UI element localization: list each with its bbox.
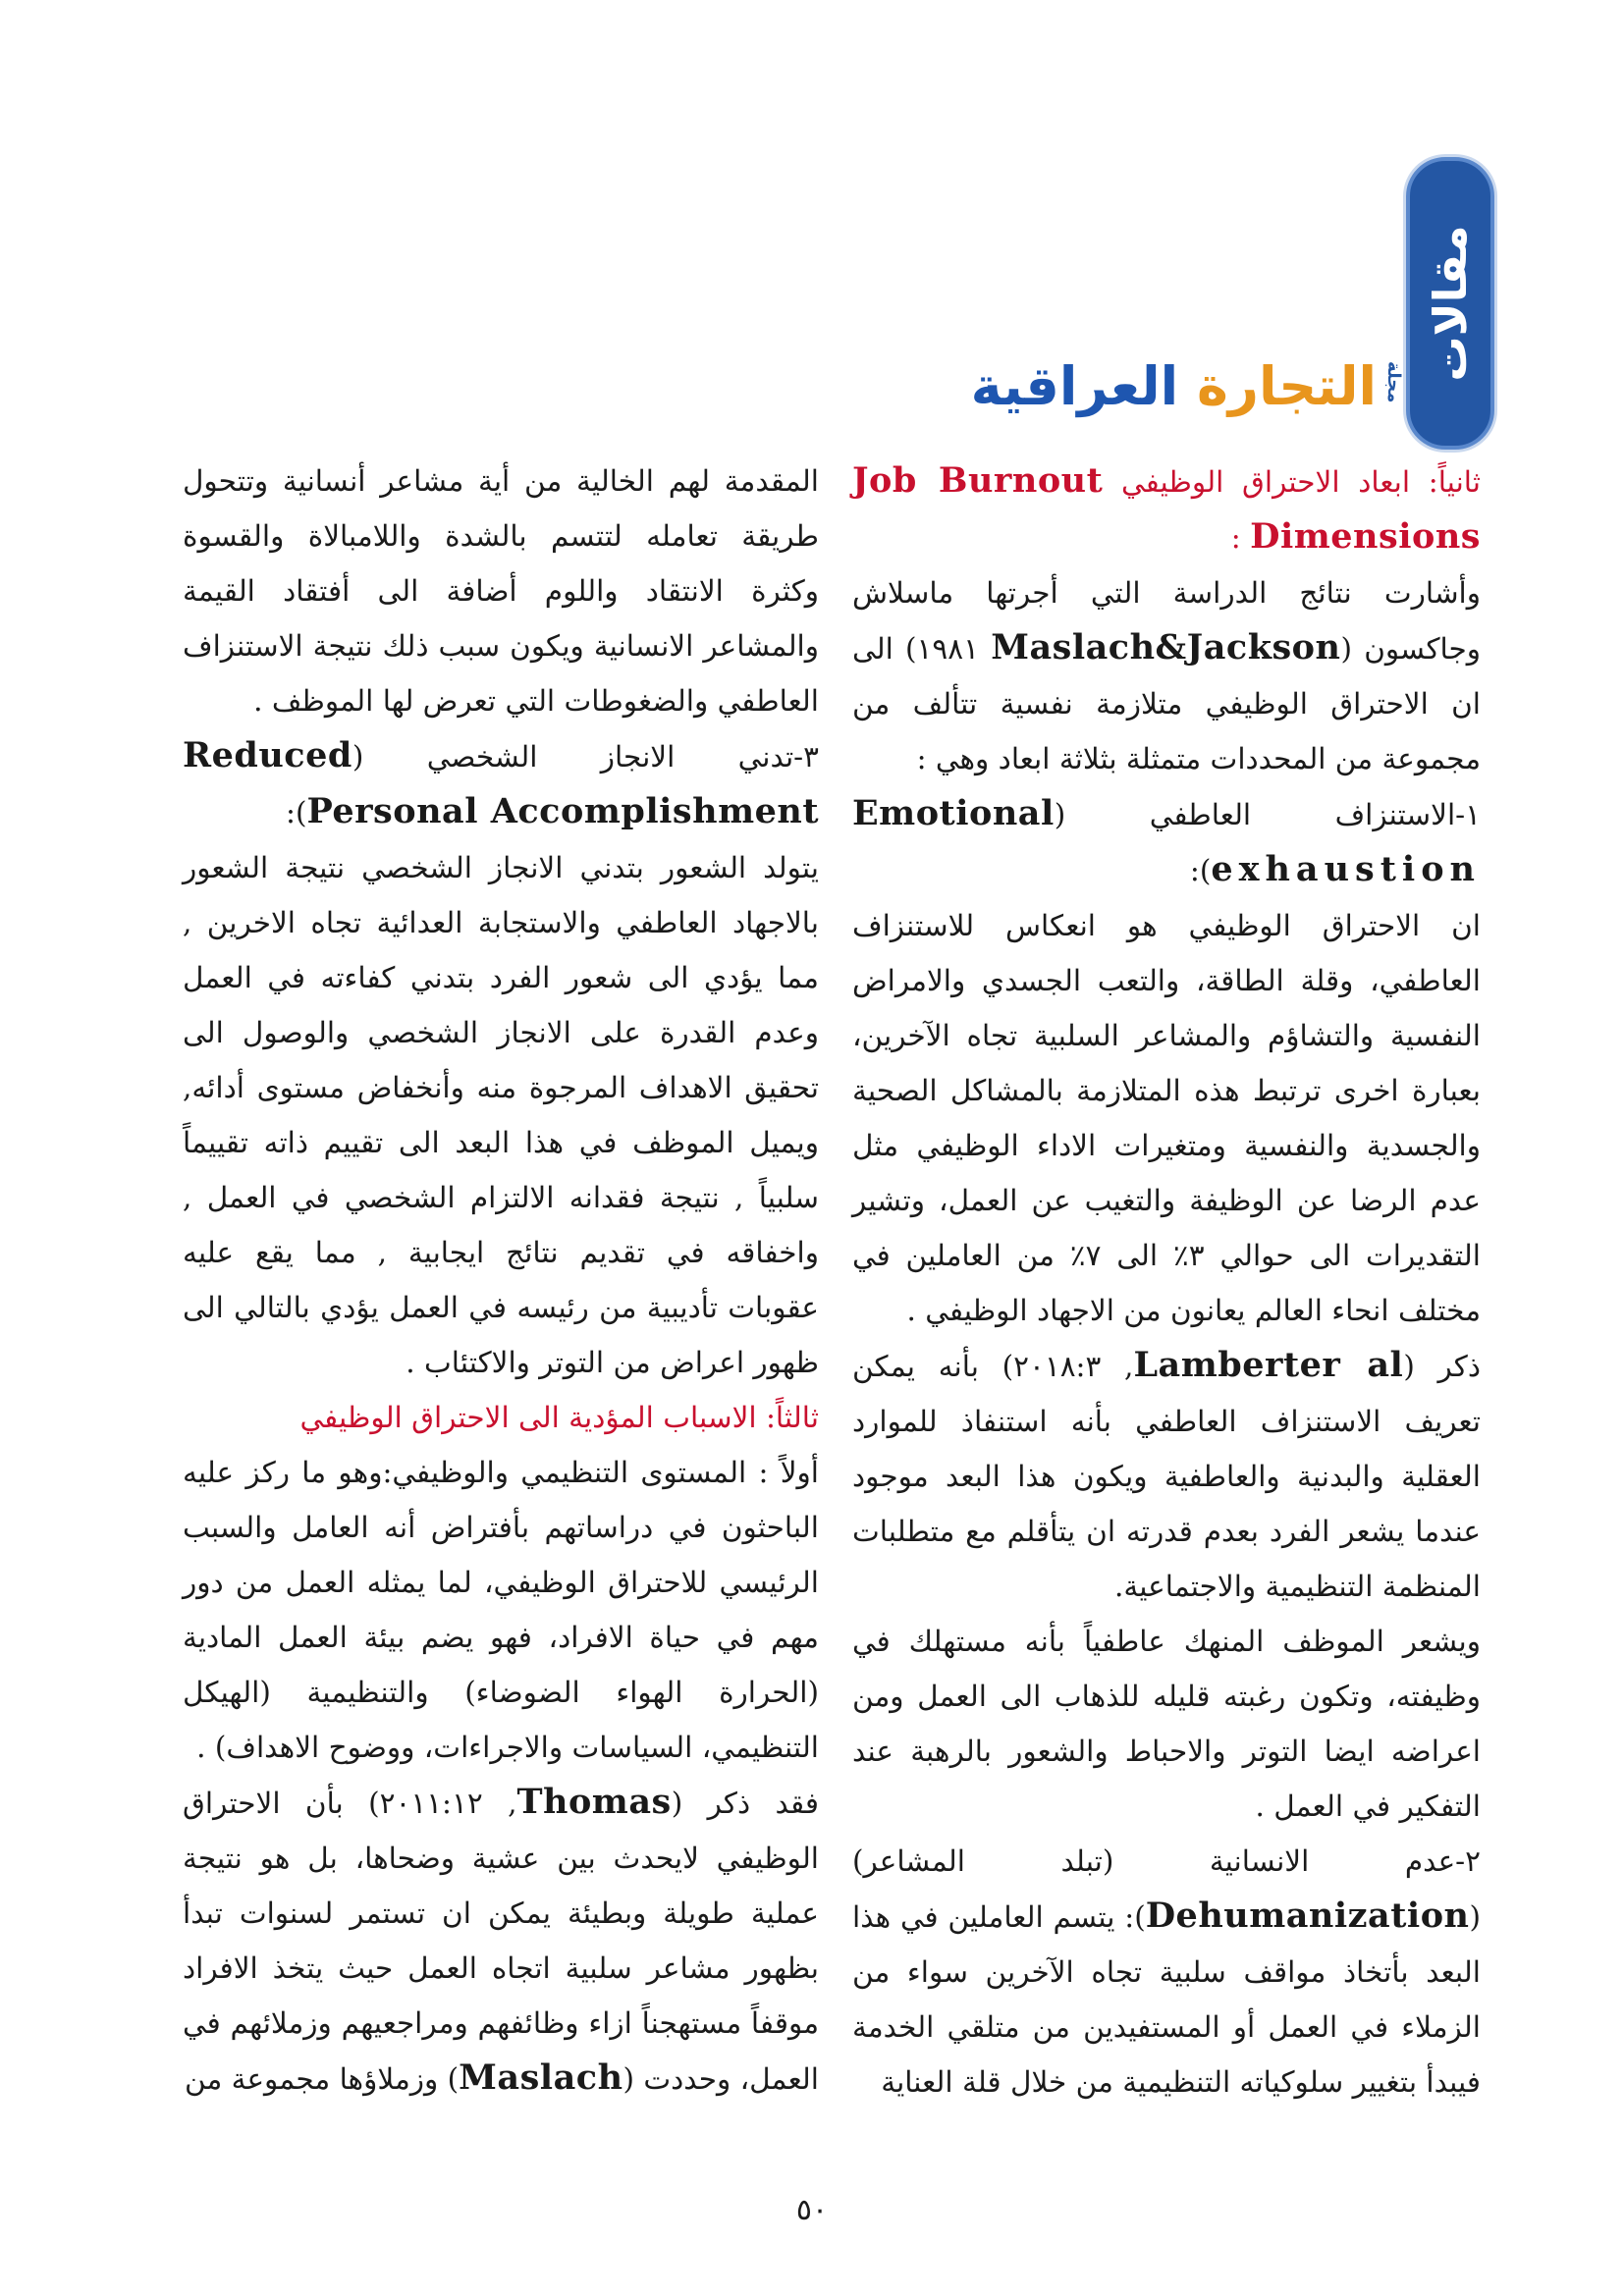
english-term: Maslach bbox=[459, 2057, 623, 2098]
english-term: Dehumanization bbox=[1145, 1896, 1470, 1936]
paragraph-maslach-jackson bbox=[852, 565, 1481, 786]
paragraph-reduced-accomplishment: يتولد الشعور بتدني الانجاز الشخصي نتيجة الشعور بالاجهاد العاطفي والاستجابة العدائية تجاه الاخرين , مما يؤدي الى شعور الفرد بتدني كفاءته في العمل وعدم القدرة على الانجاز الشخصي والوصول الى تحقيق الاهداف المرجوة منه وأنخفاض مستوى أدائه, ويميل الموظف في هذا البعد الى تقييم ذاته تقييماً سلبياً , نتيجة فقدانه الالتزام الشخصي في العمل , واخفاقه في تقديم نتائج ايجابية , مما يقع عليه عقوبات تأديبية من رئيسه في العمل يؤدي بالتالي الى ظهور اعراض من التوتر والاكتئاب . bbox=[183, 851, 819, 1379]
text-segment: فقد ذكر ( bbox=[671, 1787, 819, 1820]
right-column bbox=[852, 454, 1481, 2109]
paragraph-lamberter bbox=[852, 1338, 1481, 1614]
page-number: ٥٠ bbox=[795, 2193, 829, 2227]
english-term: Personal Accomplishment bbox=[306, 791, 819, 831]
paragraph-emotional-exhaustion: ان الاحتراق الوظيفي هو انعكاس للاستنزاف العاطفي، وقلة الطاقة، والتعب الجسدي والامراض النفسية والتشاؤم والمشاعر السلبية تجاه الآخرين، بعبارة اخرى ترتبط هذه المتلازمة بالمشاكل الصحية والجسدية والنفسية ومتغيرات الاداء الوظيفي مثل عدم الرضا عن الوظيفة والتغيب عن العمل، وتشير التقديرات الى حوالي ٣٪ الى ٧٪ من العاملين في مختلف انحاء العالم يعانون من الاجهاد الوظيفي . bbox=[852, 909, 1481, 1327]
english-term: Thomas bbox=[516, 1782, 672, 1822]
logo-main-text bbox=[971, 355, 1377, 417]
section-heading-dimensions bbox=[852, 454, 1481, 565]
dimension-1-title bbox=[852, 786, 1481, 898]
english-term: Emotional bbox=[852, 793, 1055, 833]
paragraph-exhausted-employee: ويشعر الموظف المنهك عاطفياً بأنه مستهلك في وظيفته، وتكون رغبته قليله للذهاب الى العمل ومن اعراضه ايضا التوتر والاحباط والشعور بالرهبة عند التفكير في العمل . bbox=[852, 1625, 1481, 1823]
english-term: Reduced bbox=[183, 735, 352, 775]
text-segment: ): يتسم العاملين في هذا البعد بأتخاذ مواقف سلبية تجاه الآخرين سواء من الزملاء في العمل أو المستفيدين من متلقي الخدمة فيبدأ بتغيير سلوكياته التنظيمية من خلال قلة العناية bbox=[852, 1900, 1481, 2099]
text-segment: ): bbox=[1189, 854, 1212, 887]
paragraph-thomas bbox=[183, 1775, 819, 2107]
paragraph-dehumanization-cont: المقدمة لهم الخالية من أية مشاعر أنسانية وتتحول طريقة تعامله لتتسم بالشدة واللامبالاة والقسوة وكثرة الانتقاد واللوم أضافة الى أفتقاد القيمة والمشاعر الانسانية ويكون سبب ذلك نتيجة الاستنزاف العاطفي والضغوطات التي تعرض لها الموظف . bbox=[183, 464, 819, 718]
english-term: Maslach&Jackson bbox=[991, 627, 1341, 667]
section-heading-causes: ثالثاً: الاسباب المؤدية الى الاحتراق الوظيفي bbox=[299, 1401, 819, 1434]
text-segment: , ٢٠١٨:٣) بأنه يمكن تعريف الاستنزاف العاطفي بأنه استنفاذ للموارد العقلية والبدنية والعاطفية ويكون هذا البعد موجود عندما يشعر الفرد بعدم قدرته ان يتأقلم مع متطلبات المنظمة التنظيمية والاجتماعية. bbox=[852, 1350, 1481, 1603]
text-segment: ١-الاستنزاف العاطفي ( bbox=[1054, 798, 1481, 831]
logo-word-tijara: التجارة bbox=[1197, 355, 1377, 417]
section-tab bbox=[1406, 157, 1494, 450]
text-segment: ٣-تدني الانجاز الشخصي ( bbox=[352, 740, 819, 774]
left-column bbox=[183, 454, 819, 2107]
text-segment: ١٩٨١) الى ان الاحتراق الوظيفي متلازمة نفسية تتألف من مجموعة من المحددات متمثلة بثلاثة ابعاد وهي : bbox=[852, 632, 1481, 775]
section-tab-label: مقالات bbox=[1424, 225, 1477, 382]
english-term: Lamberter al bbox=[1133, 1345, 1404, 1385]
text-segment: وأشارت نتائج الدراسة التي أجرتها ماسلاش وجاكسون ( bbox=[852, 576, 1481, 666]
text-segment: , ٢٠١١:١٢) بأن الاحتراق الوظيفي لايحدث بين عشية وضحاها، بل هو نتيجة عملية طويلة وبطيئة يمكن ان تستمر لسنوات تبدأ بظهور مشاعر سلبية اتجاه العمل حيث يتخذ الافراد موقفاً مستهجناً ازاء وظائفهم ومراجعيهم وزملائهم في العمل، وحددت ( bbox=[183, 1787, 819, 2096]
text-segment: ): bbox=[286, 796, 307, 829]
logo-small-text: مجلة bbox=[1383, 361, 1404, 403]
dimension-2-dehumanization bbox=[852, 1834, 1481, 2109]
text-segment: ذكر ( bbox=[1403, 1350, 1481, 1383]
text-segment: ٢-عدم الانسانية (تبلد المشاعر) ( bbox=[852, 1844, 1481, 1934]
text-segment: ) وزملاؤها مجموعة من bbox=[185, 2062, 460, 2096]
heading-dimensions-ar: ثانياً: ابعاد الاحتراق الوظيفي bbox=[1121, 465, 1481, 499]
english-term: exhaustion bbox=[1211, 849, 1481, 889]
paragraph-organizational-level: أولاً : المستوى التنظيمي والوظيفي:وهو ما ركز عليه الباحثون في دراساتهم بأفتراض أنه العامل والسبب الرئيسي للاحتراق الوظيفي، لما يمثله العمل من دور مهم في حياة الافراد، فهو يضم بيئة العمل المادية (الحرارة الهواء الضوضاء) والتنظيمية (الهيكل التنظيمي، السياسات والاجراءات، ووضوح الاهداف) . bbox=[183, 1456, 819, 1764]
heading-dimensions-colon: : bbox=[1230, 521, 1251, 555]
magazine-logo bbox=[970, 355, 1404, 434]
dimension-3-title bbox=[183, 728, 819, 840]
logo-word-iraqiya: العراقية bbox=[970, 355, 1197, 417]
heading-dimensions-en: Job Burnout Dimensions bbox=[852, 460, 1481, 557]
